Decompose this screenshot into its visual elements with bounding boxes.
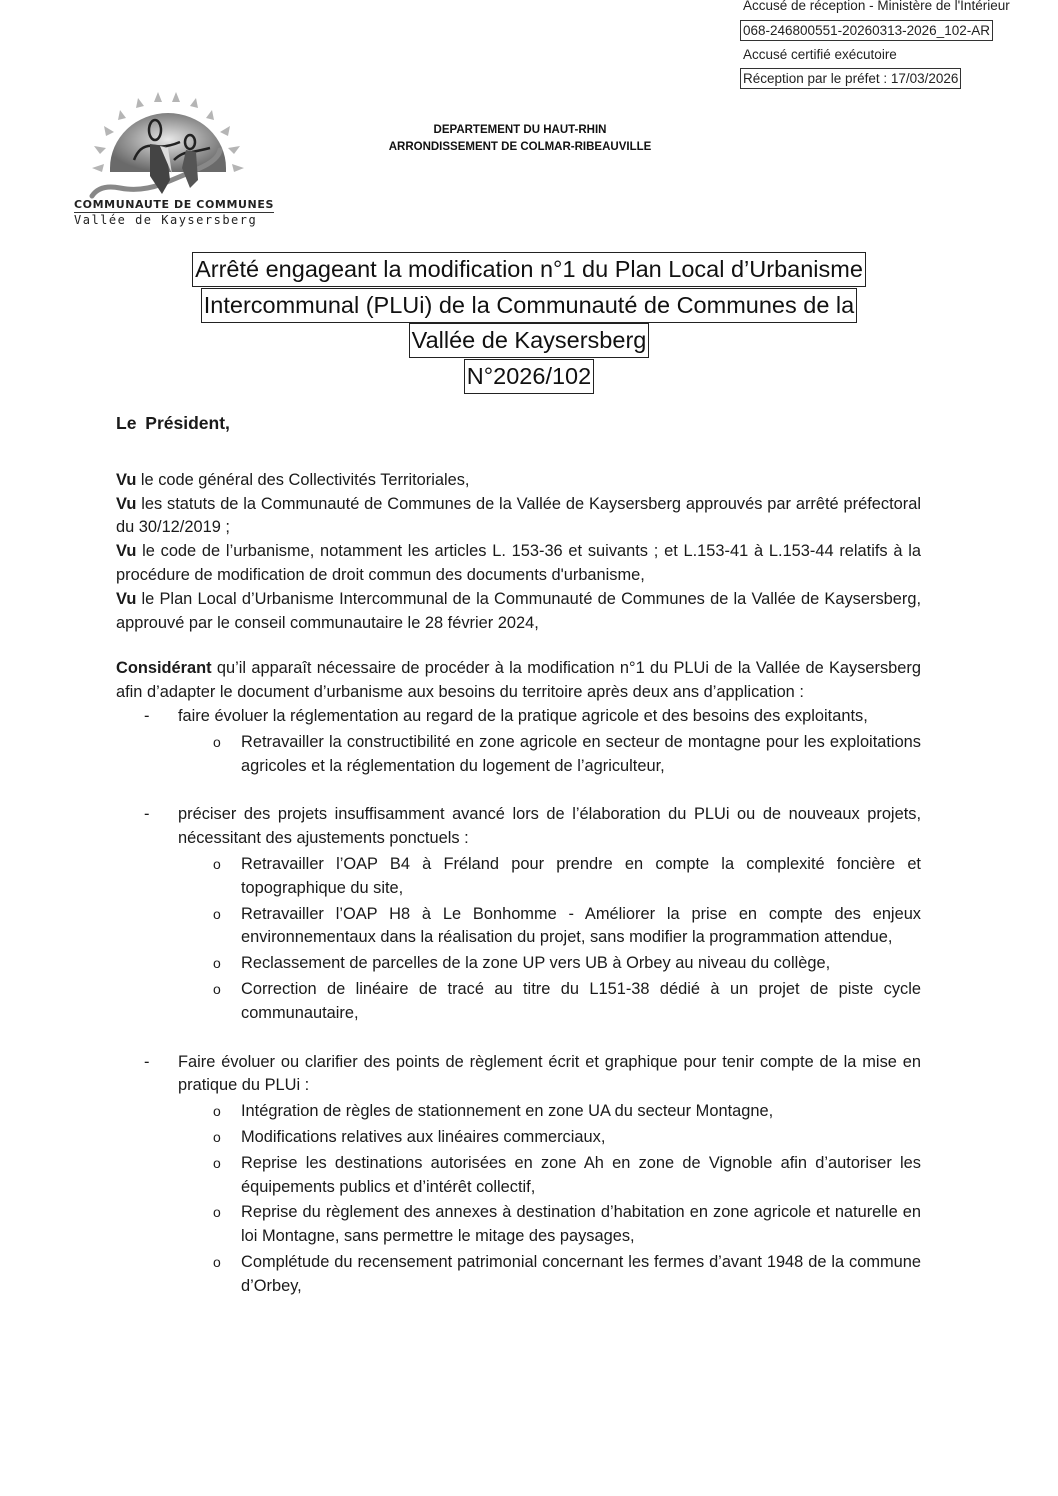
- sub-objective-item: o Correction de linéaire de tracé au titre du L151-38 dédié à un projet de piste cycle communautaire,: [213, 979, 921, 1022]
- decree-number: N°2026/102: [464, 359, 594, 394]
- logo-subtitle: Vallée de Kaysersberg: [74, 213, 258, 227]
- circle-bullet-icon: o: [213, 980, 221, 997]
- circle-bullet-icon: o: [213, 1154, 221, 1171]
- circle-bullet-icon: o: [213, 1204, 221, 1221]
- sub-objective-item: o Retravailler l’OAP H8 à Le Bonhomme - Améliorer la prise en compte des enjeux environnementaux dans la réalisation du projet, sans modifier la programmation attendue,: [213, 904, 921, 947]
- vu-clause: Vu le code général des Collectivités Territoriales,: [116, 470, 470, 489]
- decree-title: [0, 252, 1058, 394]
- dash-bullet-icon: -: [144, 805, 150, 824]
- circle-bullet-icon: o: [213, 955, 221, 972]
- title-line-2: Intercommunal (PLUi) de la Communauté de Communes de la: [201, 288, 857, 323]
- dash-bullet-icon: -: [144, 706, 150, 725]
- sub-objective-item: o Reprise du règlement des annexes à destination d’habitation en zone agricole et naturelle en loi Montagne, sans permettre le mitage des paysages,: [213, 1203, 921, 1246]
- sub-objective-item: o Modifications relatives aux linéaires commerciaux,: [116, 1126, 921, 1150]
- stamp-reference-number: 068-246800551-20260313-2026_102-AR: [740, 20, 993, 41]
- vu-clause: Vu les statuts de la Communauté de Communes de la Vallée de Kaysersberg approuvés par arrêté préfectoral du 30/12/2019 ;: [116, 494, 921, 537]
- circle-bullet-icon: o: [213, 905, 221, 922]
- circle-bullet-icon: o: [213, 855, 221, 872]
- sub-objective-item: o Complétude du recensement patrimonial concernant les fermes d’avant 1948 de la commune d’Orbey,: [213, 1252, 921, 1295]
- circle-bullet-icon: o: [213, 1253, 221, 1270]
- logo-title: COMMUNAUTE DE COMMUNES: [74, 198, 274, 211]
- circle-bullet-icon: o: [213, 733, 221, 750]
- decree-body: [116, 412, 921, 1299]
- stamp-certified-line: Accusé certifié exécutoire: [743, 47, 897, 62]
- sub-objective-item: o Reclassement de parcelles de la zone UP vers UB à Orbey au niveau du collège,: [116, 952, 921, 976]
- title-line-1: Arrêté engageant la modification n°1 du Plan Local d’Urbanisme: [192, 252, 866, 287]
- stamp-ministry-line: Accusé de réception - Ministère de l'Intérieur: [743, 0, 1010, 13]
- considerant-clause: Considérant qu’il apparaît nécessaire de procéder à la modification n°1 du PLUi de la Vallée de Kaysersberg afin d’adapter le document d’urbanisme aux besoins du territoire après deux ans d’application :: [116, 659, 921, 702]
- circle-bullet-icon: o: [213, 1128, 221, 1145]
- community-logo-text: [74, 198, 274, 227]
- department-line: DEPARTEMENT DU HAUT-RHIN: [433, 124, 607, 136]
- arrondissement-line: ARRONDISSEMENT DE COLMAR-RIBEAUVILLE: [388, 141, 652, 153]
- objective-item: - faire évoluer la réglementation au regard de la pratique agricole et des besoins des exploitants,: [116, 705, 921, 729]
- objective-item: - préciser des projets insuffisamment avancé lors de l’élaboration du PLUi ou de nouveaux projets, nécessitant des ajustements ponctuels :: [144, 805, 921, 848]
- department-header: [350, 122, 690, 156]
- president-heading: Le Président,: [116, 413, 230, 433]
- circle-bullet-icon: o: [213, 1103, 221, 1120]
- sub-objective-item: o Intégration de règles de stationnement en zone UA du secteur Montagne,: [116, 1100, 921, 1124]
- stamp-prefect-reception-date: Réception par le préfet : 17/03/2026: [740, 68, 961, 89]
- sub-objective-item: o Retravailler l’OAP B4 à Fréland pour prendre en compte la complexité foncière et topographique du site,: [213, 854, 921, 897]
- vu-clause: Vu le Plan Local d’Urbanisme Intercommunal de la Communauté de Communes de la Vallée de Kaysersberg, approuvé par le conseil communautaire le 28 février 2024,: [116, 589, 921, 632]
- objective-item: - Faire évoluer ou clarifier des points de règlement écrit et graphique pour tenir compte de la mise en pratique du PLUi :: [144, 1052, 921, 1095]
- dash-bullet-icon: -: [144, 1052, 150, 1071]
- sub-objective-item: o Reprise les destinations autorisées en zone Ah en zone de Vignoble afin d’autoriser les équipements publics et d’intérêt collectif,: [213, 1153, 921, 1196]
- title-line-3: Vallée de Kaysersberg: [409, 323, 650, 358]
- vu-clause: Vu le code de l’urbanisme, notamment les articles L. 153-36 et suivants ; et L.153-41 à L.153-44 relatifs à la procédure de modification de droit commun des documents d'urbanisme,: [116, 542, 921, 584]
- sub-objective-item: o Retravailler la constructibilité en zone agricole en secteur de montagne pour les exploitations agricoles et la réglementation du logement de l’agriculteur,: [213, 732, 921, 775]
